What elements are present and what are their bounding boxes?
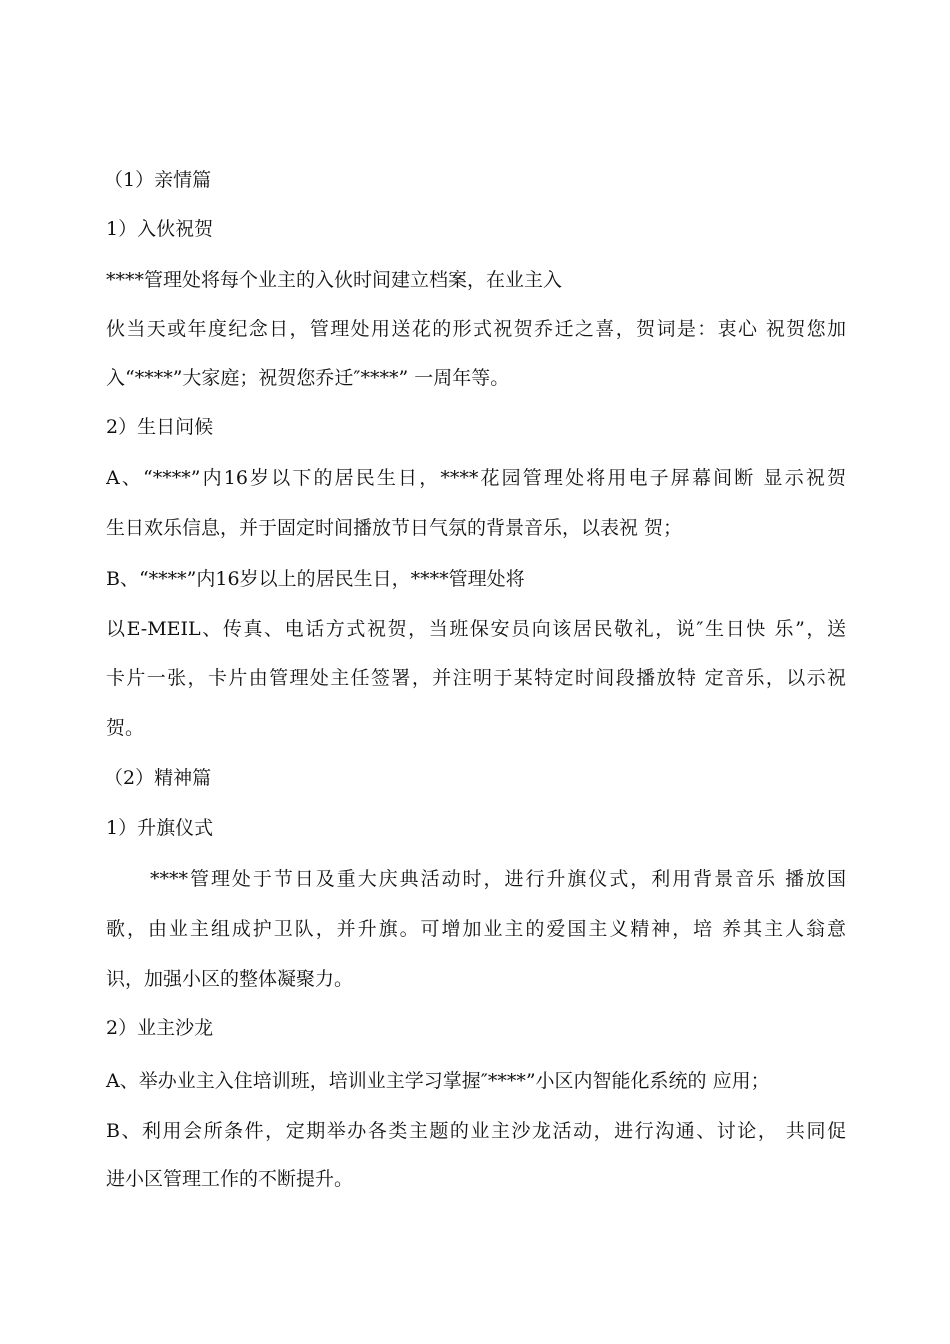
section-heading-spirit: （2）精神篇	[104, 767, 212, 789]
paragraph-line: B、“****”内16岁以上的居民生日，****管理处将	[106, 568, 525, 590]
paragraph-line: B、利用会所条件，定期举办各类主题的业主沙龙活动，进行沟通、讨论， 共同促	[106, 1120, 846, 1142]
paragraph-line: 伙当天或年度纪念日，管理处用送花的形式祝贺乔迁之喜，贺词是：衷心 祝贺您加	[106, 318, 846, 340]
paragraph-line: 入“****”大家庭；祝贺您乔迁″****” 一周年等。	[106, 367, 510, 389]
paragraph-line: ****管理处将每个业主的入伙时间建立档案，在业主入	[106, 269, 563, 291]
paragraph-line: A、举办业主入住培训班，培训业主学习掌握″****”小区内智能化系统的 应用；	[106, 1070, 770, 1092]
item-heading-move-in: 1）入伙祝贺	[106, 218, 214, 240]
paragraph-line: 贺。	[106, 717, 145, 739]
item-heading-owner-salon: 2）业主沙龙	[106, 1017, 214, 1039]
paragraph-line: 歌，由业主组成护卫队，并升旗。可增加业主的爱国主义精神，培 养其主人翁意	[106, 918, 846, 940]
paragraph-line: ****管理处于节日及重大庆典活动时，进行升旗仪式，利用背景音乐 播放国	[150, 868, 846, 890]
paragraph-line: 进小区管理工作的不断提升。	[106, 1168, 354, 1190]
paragraph-line: A、“****”内16岁以下的居民生日，****花园管理处将用电子屏幕间断 显示祝贺	[106, 467, 846, 489]
item-heading-birthday: 2）生日问候	[106, 416, 214, 438]
section-heading-family: （1）亲情篇	[104, 169, 212, 191]
paragraph-line: 识，加强小区的整体凝聚力。	[106, 968, 354, 990]
item-heading-flag-raising: 1）升旗仪式	[106, 817, 214, 839]
paragraph-line: 以E-MEIL、传真、电话方式祝贺，当班保安员向该居民敬礼，说″生日快 乐”，送	[106, 618, 846, 640]
paragraph-line: 生日欢乐信息，并于固定时间播放节日气氛的背景音乐，以表祝 贺；	[106, 517, 683, 539]
paragraph-line: 卡片一张，卡片由管理处主任签署，并注明于某特定时间段播放特 定音乐，以示祝	[106, 667, 846, 689]
